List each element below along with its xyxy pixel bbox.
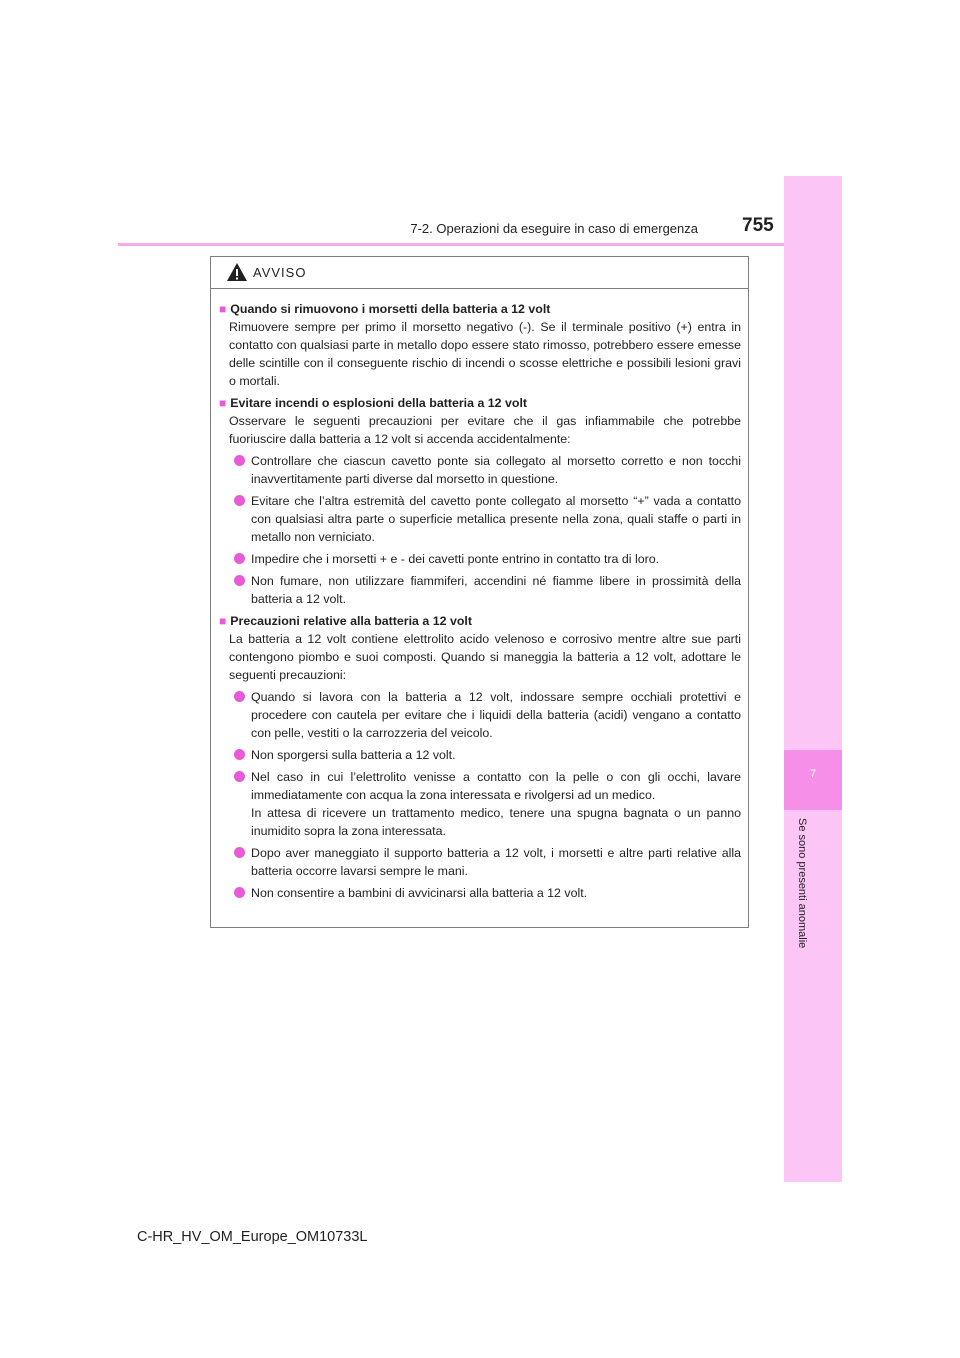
bullet-item (251, 768, 741, 840)
bullet-text: Impedire che i morsetti + e - dei cavetti ponte entrino in contatto tra di loro. (251, 552, 660, 566)
circle-bullet-icon (234, 691, 245, 702)
section-heading (219, 394, 741, 412)
section-paragraph: Rimuovere sempre per primo il morsetto negativo (-). Se il terminale positivo (+) entra in contatto con qualsiasi parte in metallo dopo essere stato rimosso, potrebbero essere emesse delle scintille con il conseguente rischio di incendi o scosse elettriche e possibili lesioni gravi o mortali. (229, 320, 741, 388)
bullet-text: Quando si lavora con la batteria a 12 volt, indossare sempre occhiali protettivi e procedere con cautela per evitare che i liquidi della batteria (acidi) vengano a contatto con pelle, vestiti o la carrozzeria del veicolo. (251, 690, 741, 740)
bullet-item (251, 688, 741, 742)
bullet-text: Nel caso in cui l’elettrolito venisse a contatto con la pelle o con gli occhi, lavare immediatamente con acqua la zona interessata e rivolgersi ad un medico. In attesa di ricevere un trattamento medico, tenere una spugna bagnata o un panno inumidito sopra la zona interessata. (251, 770, 741, 838)
page-number: 755 (742, 215, 774, 236)
square-bullet-icon: ■ (219, 396, 227, 410)
warning-box (210, 256, 749, 928)
bullet-item (251, 452, 741, 488)
bullet-text: Non sporgersi sulla batteria a 12 volt. (251, 748, 456, 762)
bullet-text: Evitare che l’altra estremità del cavetto ponte collegato al morsetto “+” vada a contatto con qualsiasi altra parte o superficie metallica presente nella zona, quali staffe o parti in metallo non verniciato. (251, 494, 741, 544)
warning-title: AVVISO (253, 265, 307, 280)
bullet-item (251, 572, 741, 608)
section-paragraph: La batteria a 12 volt contiene elettrolito acido velenoso e corrosivo mentre altre sue parti contengono piombo e suoi composti. Quando si maneggia la batteria a 12 volt, adottare le seguenti precauzioni: (229, 632, 741, 682)
circle-bullet-icon (234, 749, 245, 760)
header-section-title: 7-2. Operazioni da eseguire in caso di emergenza (410, 221, 698, 236)
bullet-text: Non consentire a bambini di avvicinarsi alla batteria a 12 volt. (251, 886, 588, 900)
bullet-item (251, 492, 741, 546)
circle-bullet-icon (234, 771, 245, 782)
chapter-title: Se sono presenti anomalie (796, 818, 808, 949)
chapter-side-tab (784, 176, 842, 1182)
circle-bullet-icon (234, 495, 245, 506)
circle-bullet-icon (234, 553, 245, 564)
circle-bullet-icon (234, 575, 245, 586)
bullet-item (251, 746, 741, 764)
square-bullet-icon: ■ (219, 614, 227, 628)
bullet-item (251, 844, 741, 880)
square-bullet-icon: ■ (219, 302, 227, 316)
section-heading-text: Evitare incendi o esplosioni della batteria a 12 volt (230, 396, 528, 410)
section-heading-text: Quando si rimuovono i morsetti della batteria a 12 volt (230, 302, 551, 316)
section-paragraph: Osservare le seguenti precauzioni per evitare che il gas infiammabile che potrebbe fuoriuscire dalla batteria a 12 volt si accenda accidentalmente: (229, 414, 741, 446)
document-code: C-HR_HV_OM_Europe_OM10733L (137, 1229, 368, 1245)
chapter-tab-active[interactable] (784, 750, 842, 810)
bullet-text: Non fumare, non utilizzare fiammiferi, accendini né fiamme libere in prossimità della batteria a 12 volt. (251, 574, 741, 606)
bullet-item (251, 884, 741, 902)
bullet-text: Dopo aver maneggiato il supporto batteria a 12 volt, i morsetti e altre parti relative alla batteria occorre lavarsi sempre le mani. (251, 846, 741, 878)
bullet-item (251, 550, 741, 568)
warning-header (211, 257, 748, 289)
warning-triangle-icon (226, 262, 248, 282)
header-rule (118, 243, 784, 246)
bullet-text: Controllare che ciascun cavetto ponte sia collegato al morsetto corretto e non tocchi inavvertitamente parti diverse dal morsetto in questione. (251, 454, 741, 486)
circle-bullet-icon (234, 847, 245, 858)
section-heading (219, 612, 741, 630)
chapter-number: 7 (809, 768, 817, 780)
circle-bullet-icon (234, 455, 245, 466)
warning-body (211, 289, 748, 902)
circle-bullet-icon (234, 887, 245, 898)
section-heading (219, 300, 741, 318)
section-heading-text: Precauzioni relative alla batteria a 12 volt (230, 614, 472, 628)
